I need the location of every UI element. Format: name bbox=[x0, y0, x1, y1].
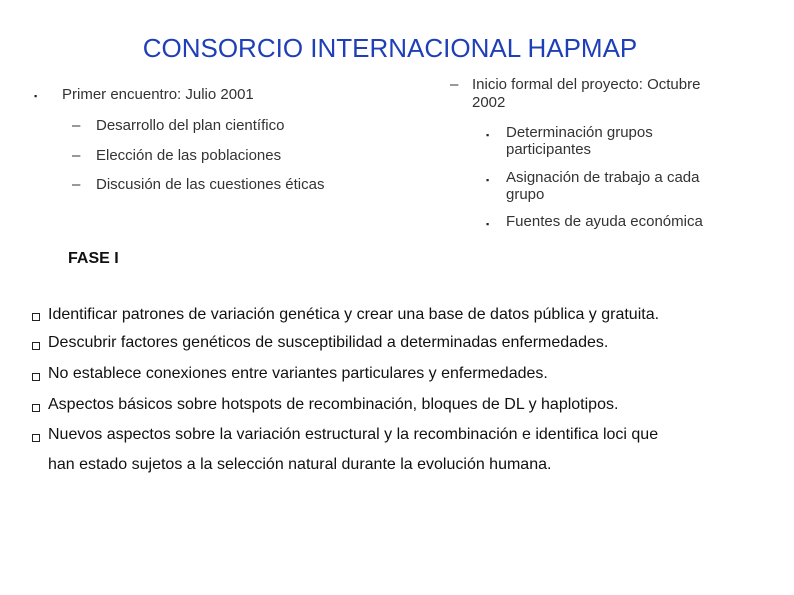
right-heading-line2: 2002 bbox=[472, 94, 506, 111]
checkbox-bullet-icon bbox=[32, 342, 40, 350]
phase-item: Aspectos básicos sobre hotspots de recombinación, bloques de DL y haplotipos. bbox=[48, 396, 619, 413]
dash-marker: – bbox=[72, 176, 81, 193]
checkbox-bullet-icon bbox=[32, 373, 40, 381]
dash-marker: – bbox=[450, 76, 459, 93]
bullet-marker: ▪ bbox=[34, 91, 38, 101]
right-item-line1: Fuentes de ayuda económica bbox=[506, 213, 703, 230]
bullet-marker: ▪ bbox=[486, 130, 490, 140]
left-item: Elección de las poblaciones bbox=[96, 147, 282, 164]
left-item: Discusión de las cuestiones éticas bbox=[96, 176, 325, 193]
checkbox-bullet-icon bbox=[32, 404, 40, 412]
phase-item: Descubrir factores genéticos de susceptibilidad a determinadas enfermedades. bbox=[48, 334, 609, 351]
left-heading: Primer encuentro: Julio 2001 bbox=[62, 86, 254, 103]
right-item-line1: Asignación de trabajo a cada bbox=[506, 169, 700, 186]
bullet-marker: ▪ bbox=[486, 219, 490, 229]
phase-item: Identificar patrones de variación genética y crear una base de datos pública y gratuita. bbox=[48, 306, 660, 323]
right-item-line2: participantes bbox=[506, 141, 592, 158]
checkbox-bullet-icon bbox=[32, 434, 40, 442]
dash-marker: – bbox=[72, 117, 81, 134]
phase-item: No establece conexiones entre variantes particulares y enfermedades. bbox=[48, 365, 548, 382]
checkbox-bullet-icon bbox=[32, 313, 40, 321]
page-title: CONSORCIO INTERNACIONAL HAPMAP bbox=[142, 33, 638, 63]
right-heading-line1: Inicio formal del proyecto: Octubre bbox=[472, 76, 701, 93]
bullet-marker: ▪ bbox=[486, 175, 490, 185]
right-item-line2: grupo bbox=[506, 186, 545, 203]
dash-marker: – bbox=[72, 147, 81, 164]
right-item-line1: Determinación grupos bbox=[506, 124, 653, 141]
phase-label: FASE I bbox=[68, 250, 119, 267]
left-item: Desarrollo del plan científico bbox=[96, 117, 285, 134]
phase-item-continuation: han estado sujetos a la selección natural durante la evolución humana. bbox=[48, 456, 552, 473]
phase-item: Nuevos aspectos sobre la variación estructural y la recombinación e identifica loci que bbox=[48, 426, 659, 443]
